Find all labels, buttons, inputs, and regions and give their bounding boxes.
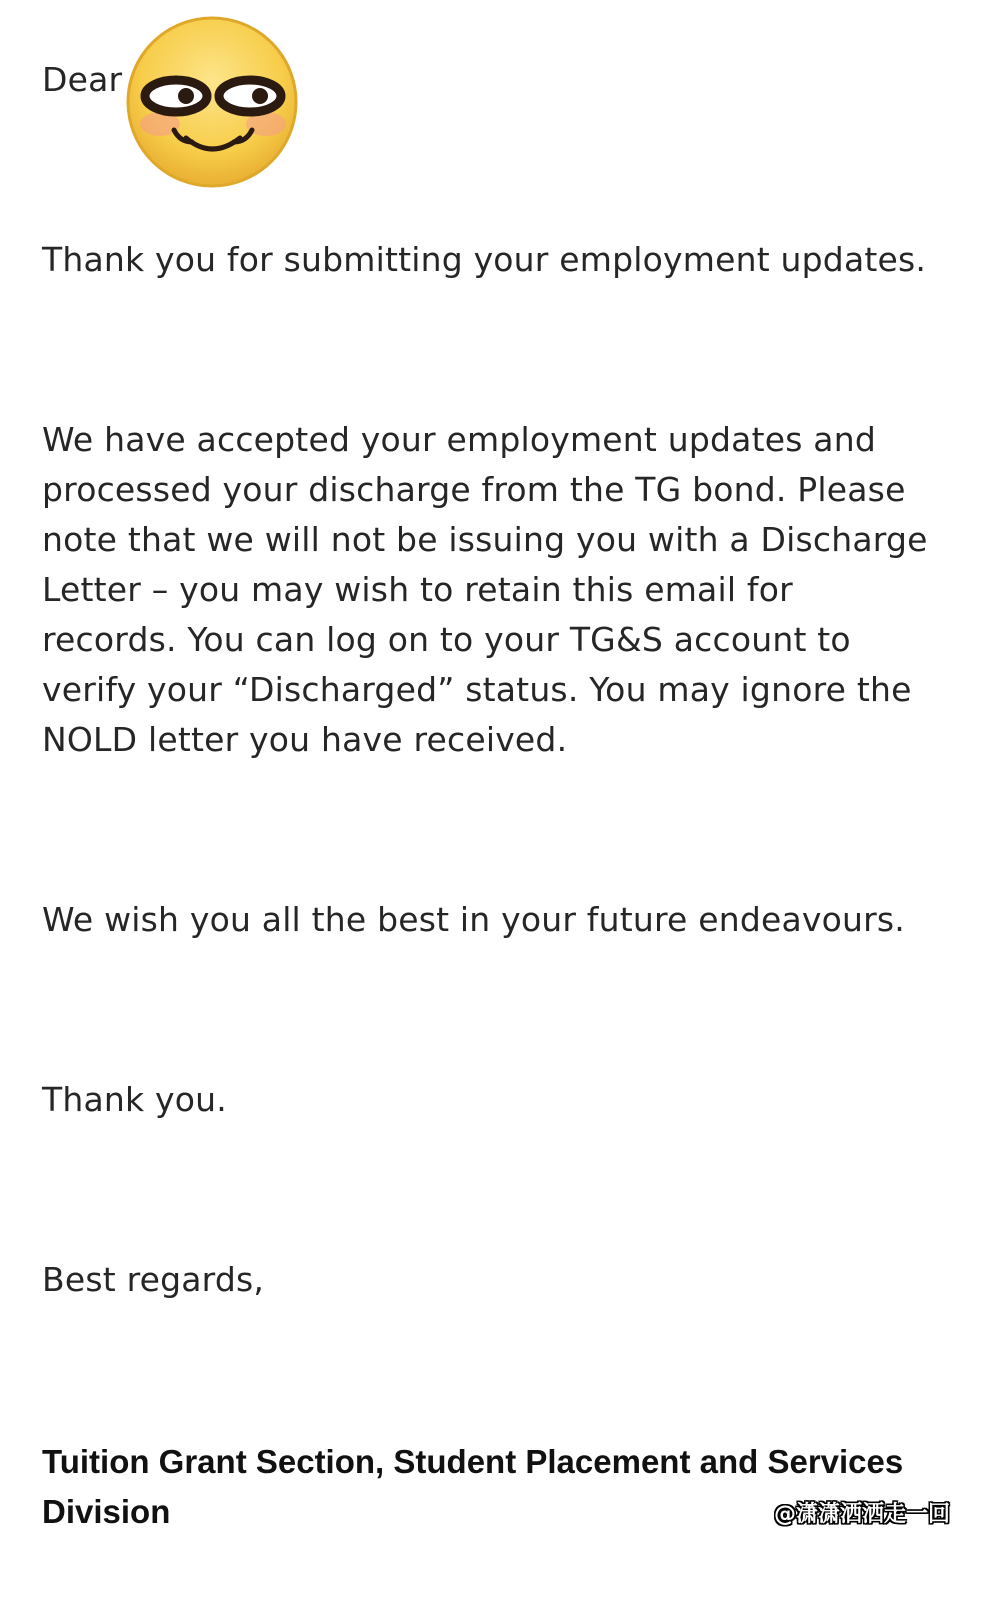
paragraph-line: We have accepted your employment updates and [42,420,876,459]
watermark: @潇潇洒洒走一回 [774,1502,951,1527]
paragraph-line: note that we will not be issuing you with a Discharge [42,520,928,559]
paragraph-line: NOLD letter you have received. [42,720,568,759]
signature-line: Division [42,1493,171,1530]
signature-line: Tuition Grant Section, Student Placement and Services [42,1443,904,1480]
thanks-for-submitting-text: Thank you for submitting your employment updates. [42,240,927,279]
smug-smile-emoji-icon [124,14,300,190]
paragraph-line: verify your “Discharged” status. You may ignore the [42,670,912,709]
paragraph-line: records. You can log on to your TG&S account to [42,620,851,659]
discharge-paragraph [42,415,928,765]
closing-text: Best regards, [42,1260,265,1299]
paragraph-line: processed your discharge from the TG bond. Please [42,470,906,509]
best-wishes-text: We wish you all the best in your future endeavours. [42,900,905,939]
paragraph-line: Letter – you may wish to retain this email for [42,570,793,609]
thank-you-text: Thank you. [42,1080,227,1119]
greeting: Dear [42,60,123,99]
